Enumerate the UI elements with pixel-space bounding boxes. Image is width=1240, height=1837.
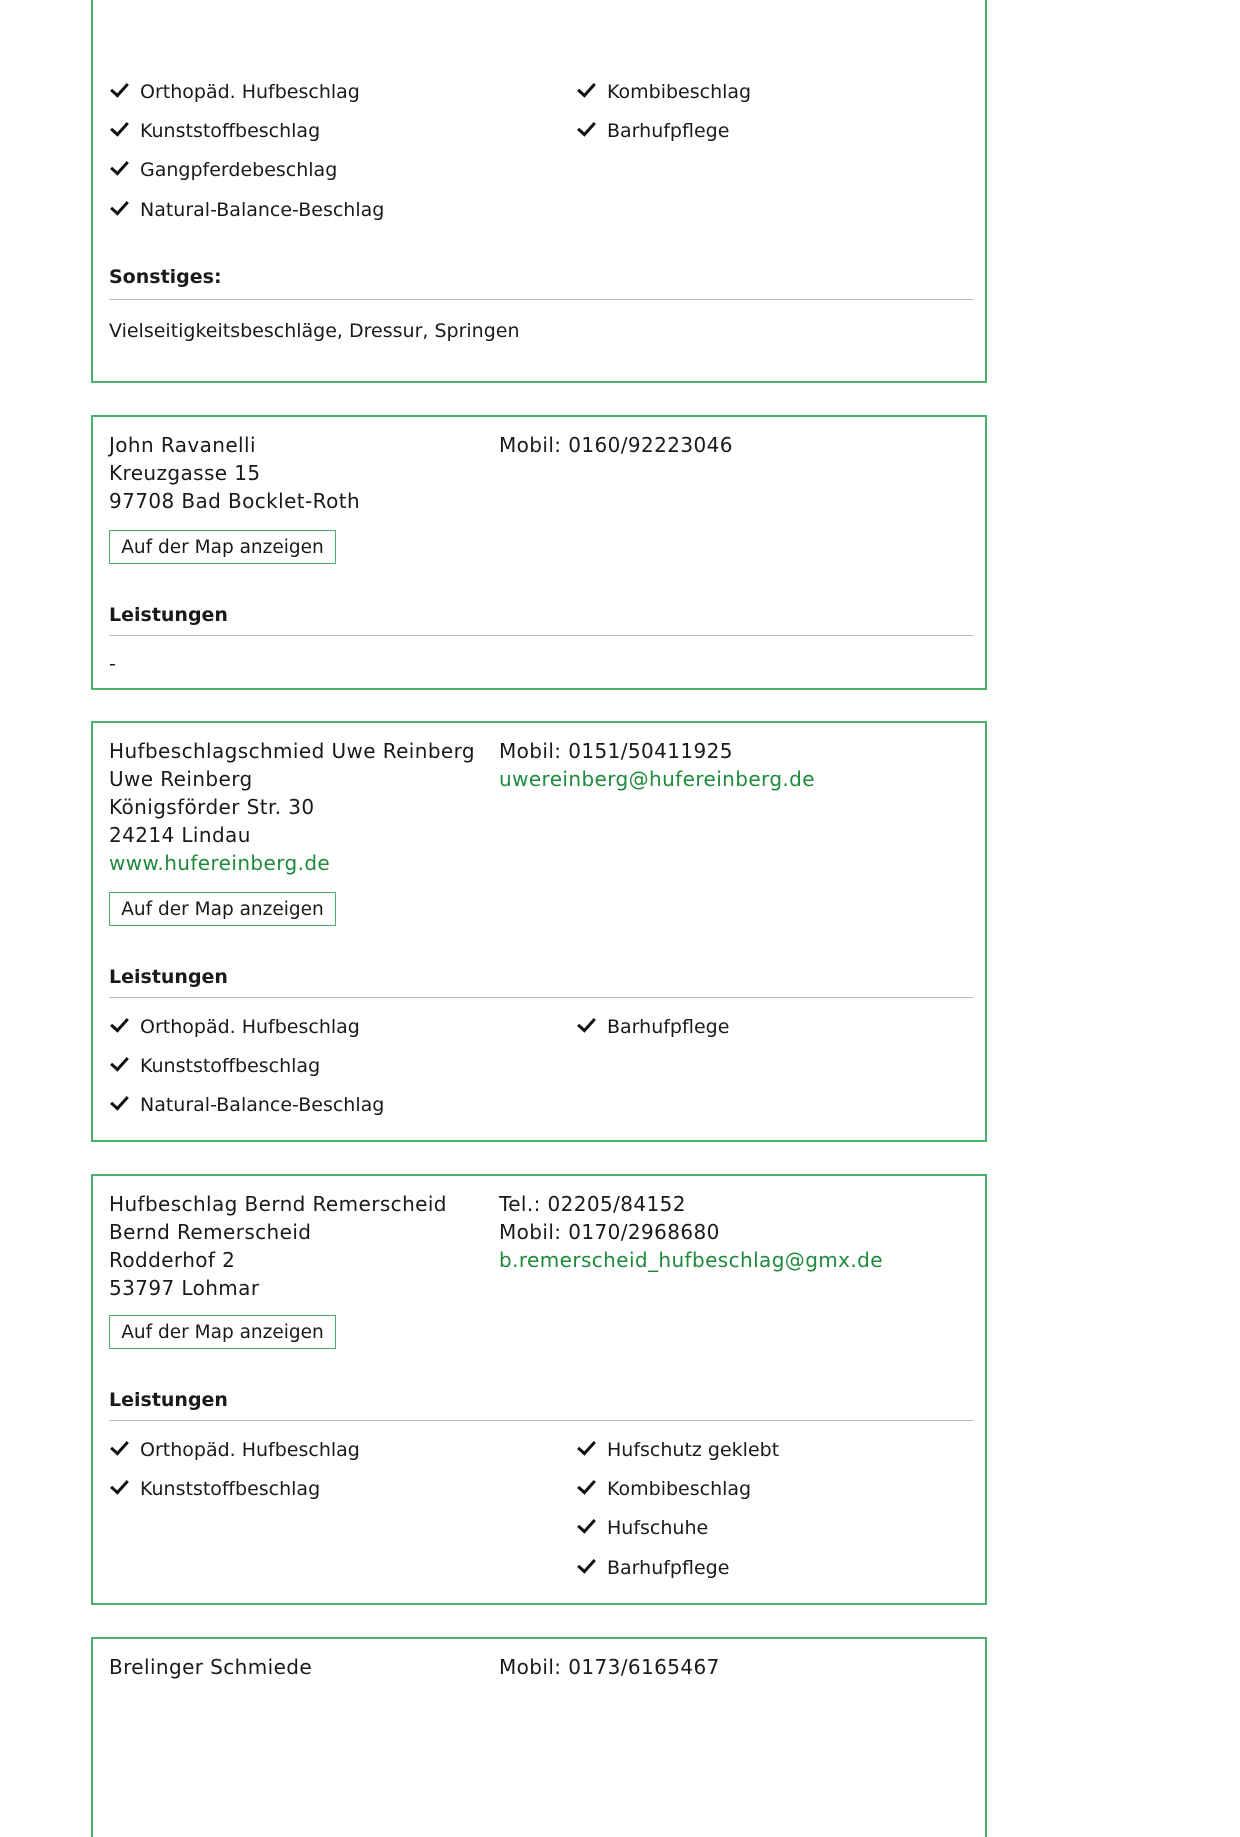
check-icon xyxy=(577,78,596,97)
service-item: Orthopäd. Hufbeschlag xyxy=(109,81,360,103)
check-icon xyxy=(110,1091,129,1110)
service-item: Natural-Balance-Beschlag xyxy=(109,199,384,221)
company-name: Hufbeschlagschmied Uwe Reinberg xyxy=(109,739,476,763)
address-block xyxy=(109,431,360,515)
contact-block xyxy=(499,737,815,793)
contact-block xyxy=(499,1653,720,1681)
email-link[interactable]: uwereinberg@hufereinberg.de xyxy=(499,767,815,791)
other-text: Vielseitigkeitsbeschläge, Dressur, Springen xyxy=(109,320,520,342)
company-name: Hufbeschlag Bernd Remerscheid xyxy=(109,1192,447,1216)
service-item: Kombibeschlag xyxy=(576,81,751,103)
check-icon xyxy=(110,1475,129,1494)
phone-mobile: Mobil: 0173/6165467 xyxy=(499,1655,720,1679)
divider xyxy=(109,997,973,998)
farrier-card xyxy=(91,0,987,383)
service-item: Barhufpflege xyxy=(576,1016,729,1038)
phone-mobile: Mobil: 0160/92223046 xyxy=(499,433,733,457)
email-link[interactable]: b.remerscheid_hufbeschlag@gmx.de xyxy=(499,1248,883,1272)
phone-mobile: Mobil: 0170/2968680 xyxy=(499,1220,720,1244)
farrier-card xyxy=(91,721,987,1142)
address-block xyxy=(109,737,475,877)
services-heading: Leistungen xyxy=(109,1389,228,1411)
address-line: 97708 Bad Bocklet-Roth xyxy=(109,489,361,513)
service-item: Kunststoffbeschlag xyxy=(109,120,320,142)
address-line: Bernd Remerscheid xyxy=(109,1220,312,1244)
check-icon xyxy=(110,196,129,215)
service-item: Kombibeschlag xyxy=(576,1478,751,1500)
service-item: Barhufpflege xyxy=(576,120,729,142)
divider xyxy=(109,299,973,300)
service-item: Hufschutz geklebt xyxy=(576,1439,779,1461)
services-none: - xyxy=(109,653,116,675)
farrier-card xyxy=(91,1174,987,1605)
service-item: Barhufpflege xyxy=(576,1557,729,1579)
check-icon xyxy=(110,117,129,136)
farrier-card xyxy=(91,415,987,690)
show-on-map-button[interactable]: Auf der Map anzeigen xyxy=(109,892,336,926)
services-heading: Leistungen xyxy=(109,604,228,626)
check-icon xyxy=(110,78,129,97)
service-item: Gangpferdebeschlag xyxy=(109,159,337,181)
service-item: Kunststoffbeschlag xyxy=(109,1478,320,1500)
check-icon xyxy=(110,1436,129,1455)
services-heading: Leistungen xyxy=(109,966,228,988)
farrier-card xyxy=(91,1637,987,1837)
phone-mobile: Mobil: 0151/50411925 xyxy=(499,739,733,763)
divider xyxy=(109,635,973,636)
address-line: Uwe Reinberg xyxy=(109,767,253,791)
check-icon xyxy=(577,1554,596,1573)
address-line: Königsförder Str. 30 xyxy=(109,795,315,819)
address-block xyxy=(109,1653,312,1681)
other-heading: Sonstiges: xyxy=(109,266,222,288)
check-icon xyxy=(577,1514,596,1533)
show-on-map-button[interactable]: Auf der Map anzeigen xyxy=(109,1315,336,1349)
service-item: Hufschuhe xyxy=(576,1517,708,1539)
address-line: John Ravanelli xyxy=(109,433,256,457)
divider xyxy=(109,1420,973,1421)
service-item: Orthopäd. Hufbeschlag xyxy=(109,1439,360,1461)
company-name: Brelinger Schmiede xyxy=(109,1655,313,1679)
check-icon xyxy=(577,1436,596,1455)
check-icon xyxy=(577,1475,596,1494)
service-item: Kunststoffbeschlag xyxy=(109,1055,320,1077)
check-icon xyxy=(577,1013,596,1032)
service-item: Natural-Balance-Beschlag xyxy=(109,1094,384,1116)
check-icon xyxy=(110,1013,129,1032)
address-line: 24214 Lindau xyxy=(109,823,251,847)
website-link[interactable]: www.hufereinberg.de xyxy=(109,851,331,875)
phone-landline: Tel.: 02205/84152 xyxy=(499,1192,686,1216)
show-on-map-button[interactable]: Auf der Map anzeigen xyxy=(109,530,336,564)
contact-block xyxy=(499,1190,883,1274)
check-icon xyxy=(577,117,596,136)
address-line: Rodderhof 2 xyxy=(109,1248,236,1272)
check-icon xyxy=(110,156,129,175)
address-line: 53797 Lohmar xyxy=(109,1276,260,1300)
check-icon xyxy=(110,1052,129,1071)
address-block xyxy=(109,1190,447,1302)
service-item: Orthopäd. Hufbeschlag xyxy=(109,1016,360,1038)
address-line: Kreuzgasse 15 xyxy=(109,461,261,485)
contact-block xyxy=(499,431,733,459)
